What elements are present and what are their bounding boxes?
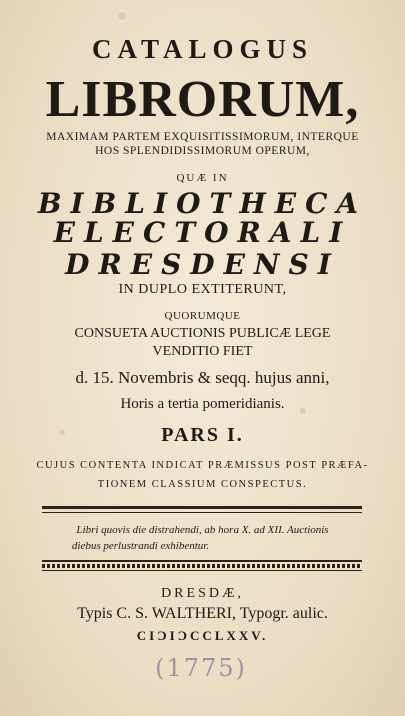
imprint-place: DRESDÆ, xyxy=(161,586,244,601)
text-hours: Horis a tertia pomeridianis. xyxy=(120,396,285,412)
ornamental-rule xyxy=(42,560,362,562)
subtitle-line-2: HOS SPLENDIDISSIMORUM OPERUM, xyxy=(95,145,310,157)
handwritten-year-stamp: (1775) xyxy=(155,654,247,682)
ornamental-rule xyxy=(42,564,362,568)
ornamental-rule xyxy=(42,570,362,571)
subtitle-line-1: MAXIMAM PARTEM EXQUISITISSIMORUM, INTERQUE xyxy=(46,131,359,143)
heading-bibliotheca: BIBLIOTHECA xyxy=(37,187,368,220)
foxing-spot xyxy=(118,12,126,20)
ornamental-rule xyxy=(42,506,362,509)
text-venditio: VENDITIO FIET xyxy=(152,344,253,359)
imprint-year: CIƆIƆCCLXXV. xyxy=(136,628,269,643)
heading-dresdensi: DRESDENSI xyxy=(65,248,340,281)
text-auction-date: d. 15. Novembris & seqq. hujus anni, xyxy=(75,368,330,387)
notice-line-1: Libri quovis die distrahendi, ab hora X. ad XII. Auctionis xyxy=(76,524,329,536)
text-duplo: IN DUPLO EXTITERUNT, xyxy=(118,282,287,297)
text-quorumque: QUORUMQUE xyxy=(164,310,241,322)
text-contents-2: TIONEM CLASSIUM CONSPECTUS. xyxy=(97,479,308,490)
text-consueta: CONSUETA AUCTIONIS PUBLICÆ LEGE xyxy=(74,326,331,341)
notice-line-2: diebus perlustrandi exhibentur. xyxy=(71,540,210,552)
heading-electorali: ELECTORALI xyxy=(53,216,352,249)
ornamental-rule xyxy=(42,512,362,513)
title-catalogus: CATALOGUS xyxy=(91,34,314,64)
text-part: PARS I. xyxy=(161,424,244,446)
imprint-printer: Typis C. S. WALTHERI, Typogr. aulic. xyxy=(77,605,328,622)
text-contents-1: CUJUS CONTENTA INDICAT PRÆMISSUS POST PRÆFA- xyxy=(36,460,369,471)
title-librorum: LIBRORUM, xyxy=(45,71,360,128)
subtitle-quae-in: QUÆ IN xyxy=(176,172,229,184)
